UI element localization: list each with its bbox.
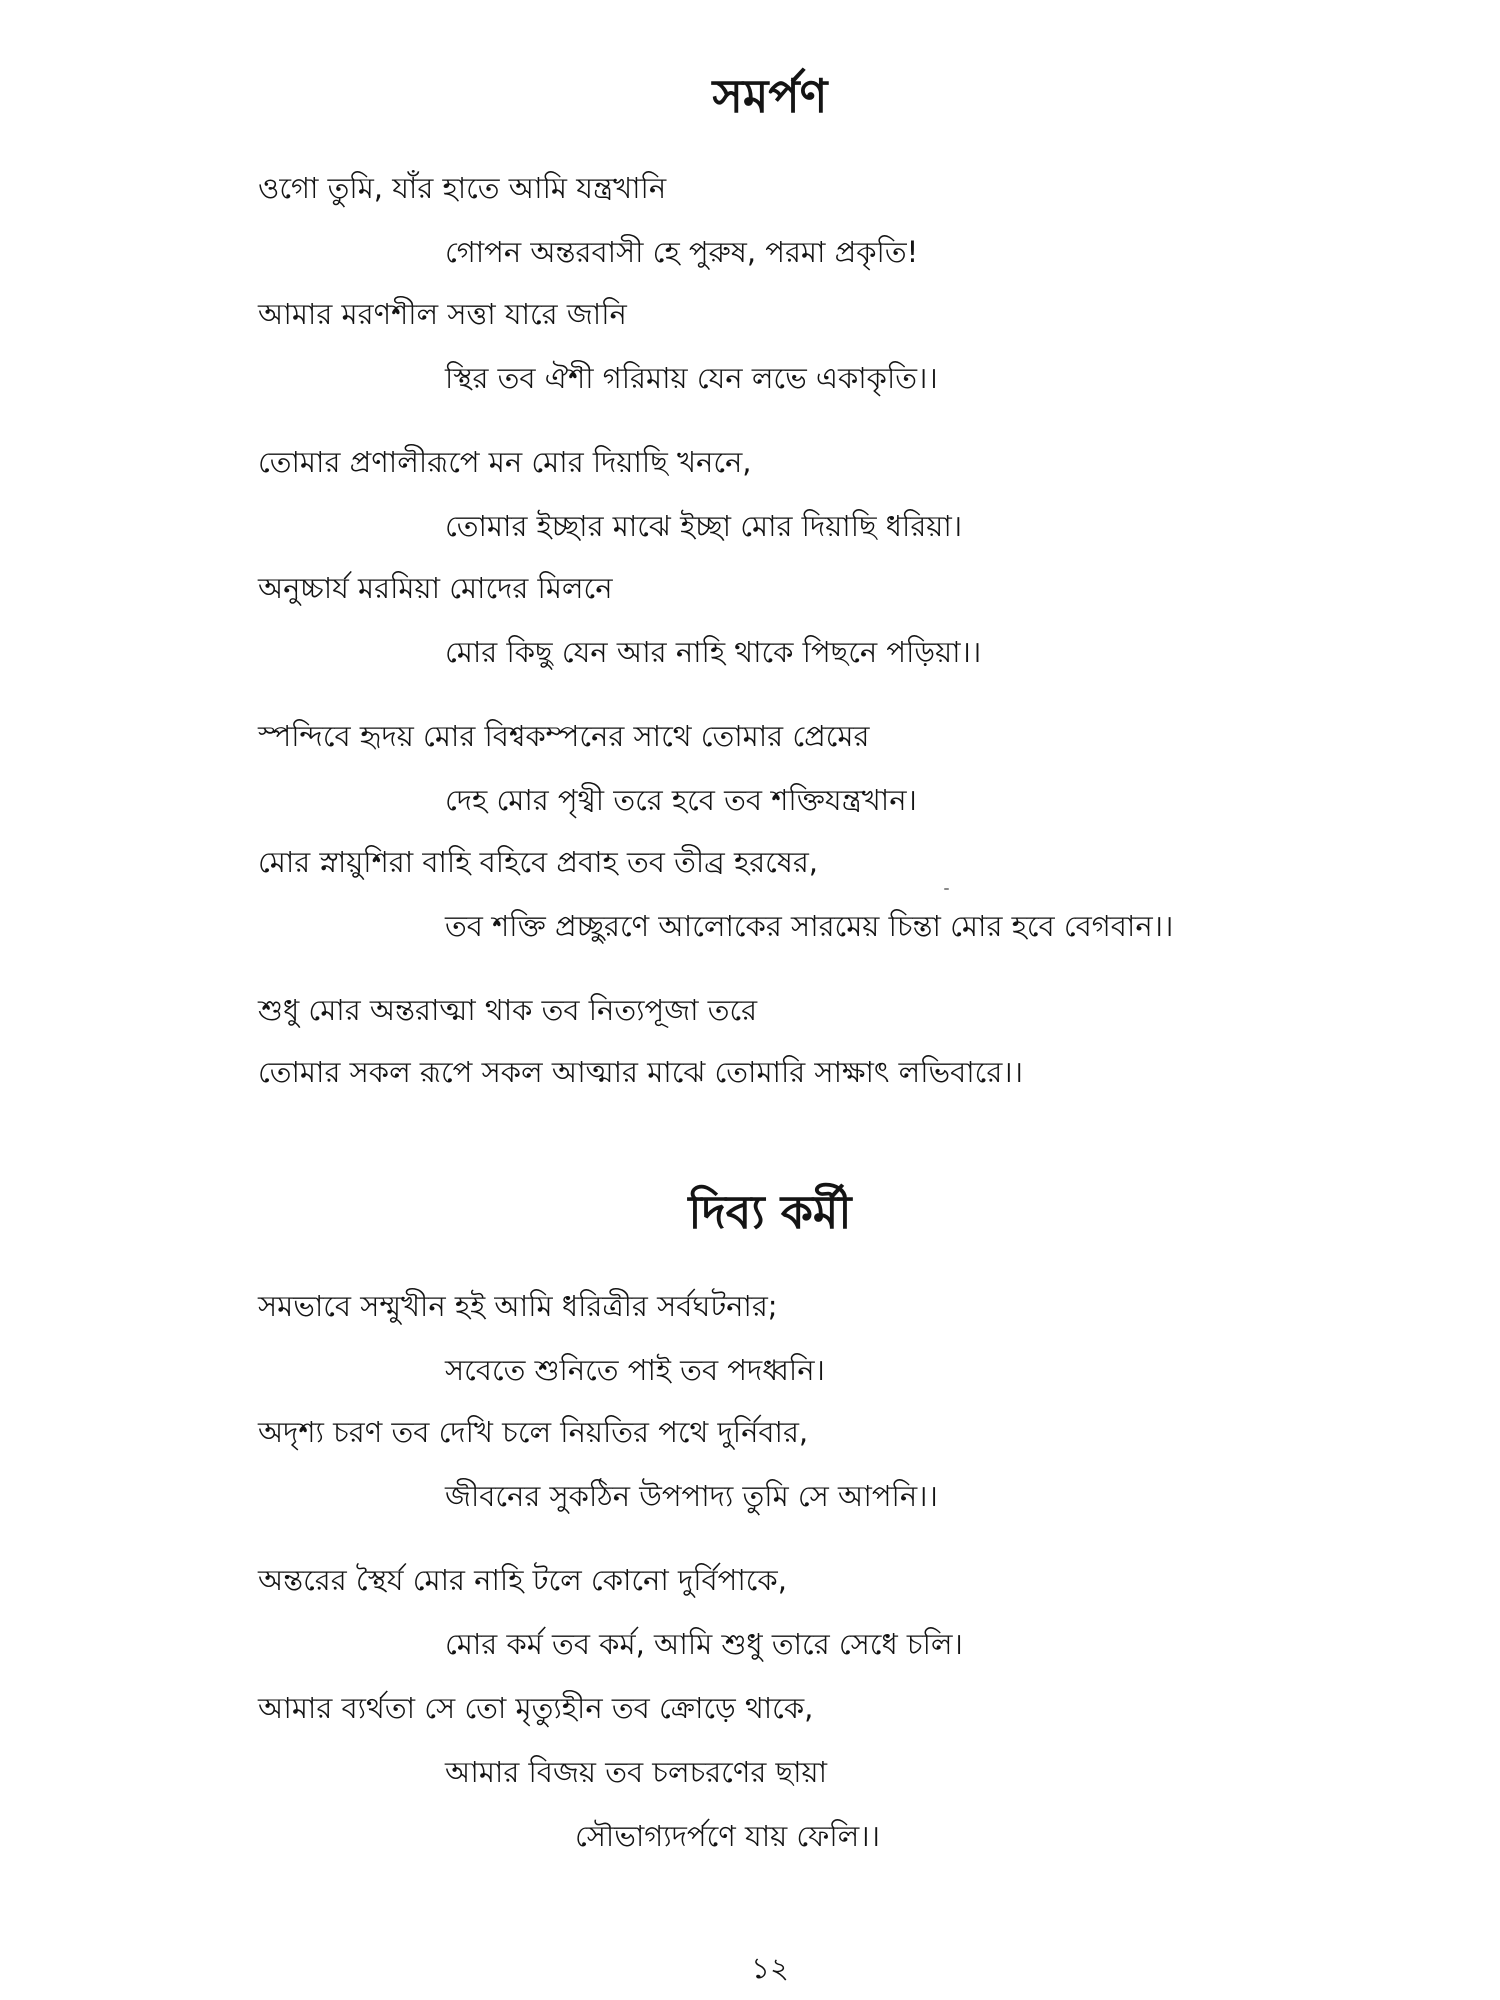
print-speck	[944, 888, 949, 890]
poem1-line-3: আমার মরণশীল সত্তা যারে জানি	[258, 297, 627, 331]
poem1-line-9: স্পন্দিবে হৃদয় মোর বিশ্বকম্পনের সাথে তোমার প্রেমের	[258, 719, 870, 753]
poem1-line-14: তোমার সকল রূপে সকল আত্মার মাঝে তোমারি সাক্ষাৎ লভিবারে।।	[258, 1055, 1024, 1089]
poem1-line-12: তব শক্তি প্রচ্ছুরণে আলোকের সারমেয় চিন্তা মোর হবে বেগবান।।	[445, 909, 1174, 943]
poem1-line-5: তোমার প্রণালীরূপে মন মোর দিয়াছি খননে,	[258, 445, 752, 479]
poem1-line-8: মোর কিছু যেন আর নাহি থাকে পিছনে পড়িয়া।।	[445, 635, 982, 669]
poem1-line-4: স্থির তব ঐশী গরিমায় যেন লভে একাকৃতি।।	[445, 361, 938, 395]
poem2-line-3: অদৃশ্য চরণ তব দেখি চলে নিয়তির পথে দুর্নিবার,	[258, 1415, 809, 1449]
poem2-line-6: মোর কর্ম তব কর্ম, আমি শুধু তারে সেধে চলি।	[445, 1627, 963, 1661]
page-number: ১২	[751, 1951, 789, 1985]
poem-title-divya-karmi: দিব্য কর্মী	[688, 1185, 852, 1239]
poem-title-samarpan: সমর্পণ	[712, 69, 828, 123]
poem2-line-1: সমভাবে সম্মুখীন হই আমি ধরিত্রীর সর্বঘটনার;	[258, 1289, 778, 1323]
poem1-line-2: গোপন অন্তরবাসী হে পুরুষ, পরমা প্রকৃতি!	[445, 235, 919, 269]
poem2-line-4: জীবনের সুকঠিন উপপাদ্য তুমি সে আপনি।।	[445, 1479, 938, 1513]
poem2-line-7: আমার ব্যর্থতা সে তো মৃত্যুহীন তব ক্রোড়ে থাকে,	[258, 1691, 814, 1725]
poem1-line-13: শুধু মোর অন্তরাত্মা থাক তব নিত্যপূজা তরে	[258, 993, 758, 1027]
poem1-line-6: তোমার ইচ্ছার মাঝে ইচ্ছা মোর দিয়াছি ধরিয়া।	[445, 509, 963, 543]
poem1-line-10: দেহ মোর পৃথ্বী তরে হবে তব শক্তিযন্ত্রখান।	[445, 783, 917, 817]
poem1-line-7: অনুচ্চার্য মরমিয়া মোদের মিলনে	[258, 571, 613, 605]
poem2-line-9: সৌভাগ্যদর্পণে যায় ফেলি।।	[575, 1819, 881, 1853]
poem2-line-2: সবেতে শুনিতে পাই তব পদধ্বনি।	[445, 1353, 825, 1387]
poem2-line-8: আমার বিজয় তব চলচরণের ছায়া	[445, 1755, 828, 1789]
poem2-line-5: অন্তরের স্থৈর্য মোর নাহি টলে কোনো দুর্বিপাকে,	[258, 1563, 787, 1597]
poem1-line-11: মোর স্নায়ুশিরা বাহি বহিবে প্রবাহ তব তীব্র হরষের,	[258, 845, 818, 879]
poem1-line-1: ওগো তুমি, যাঁর হাতে আমি যন্ত্রখানি	[258, 171, 667, 205]
